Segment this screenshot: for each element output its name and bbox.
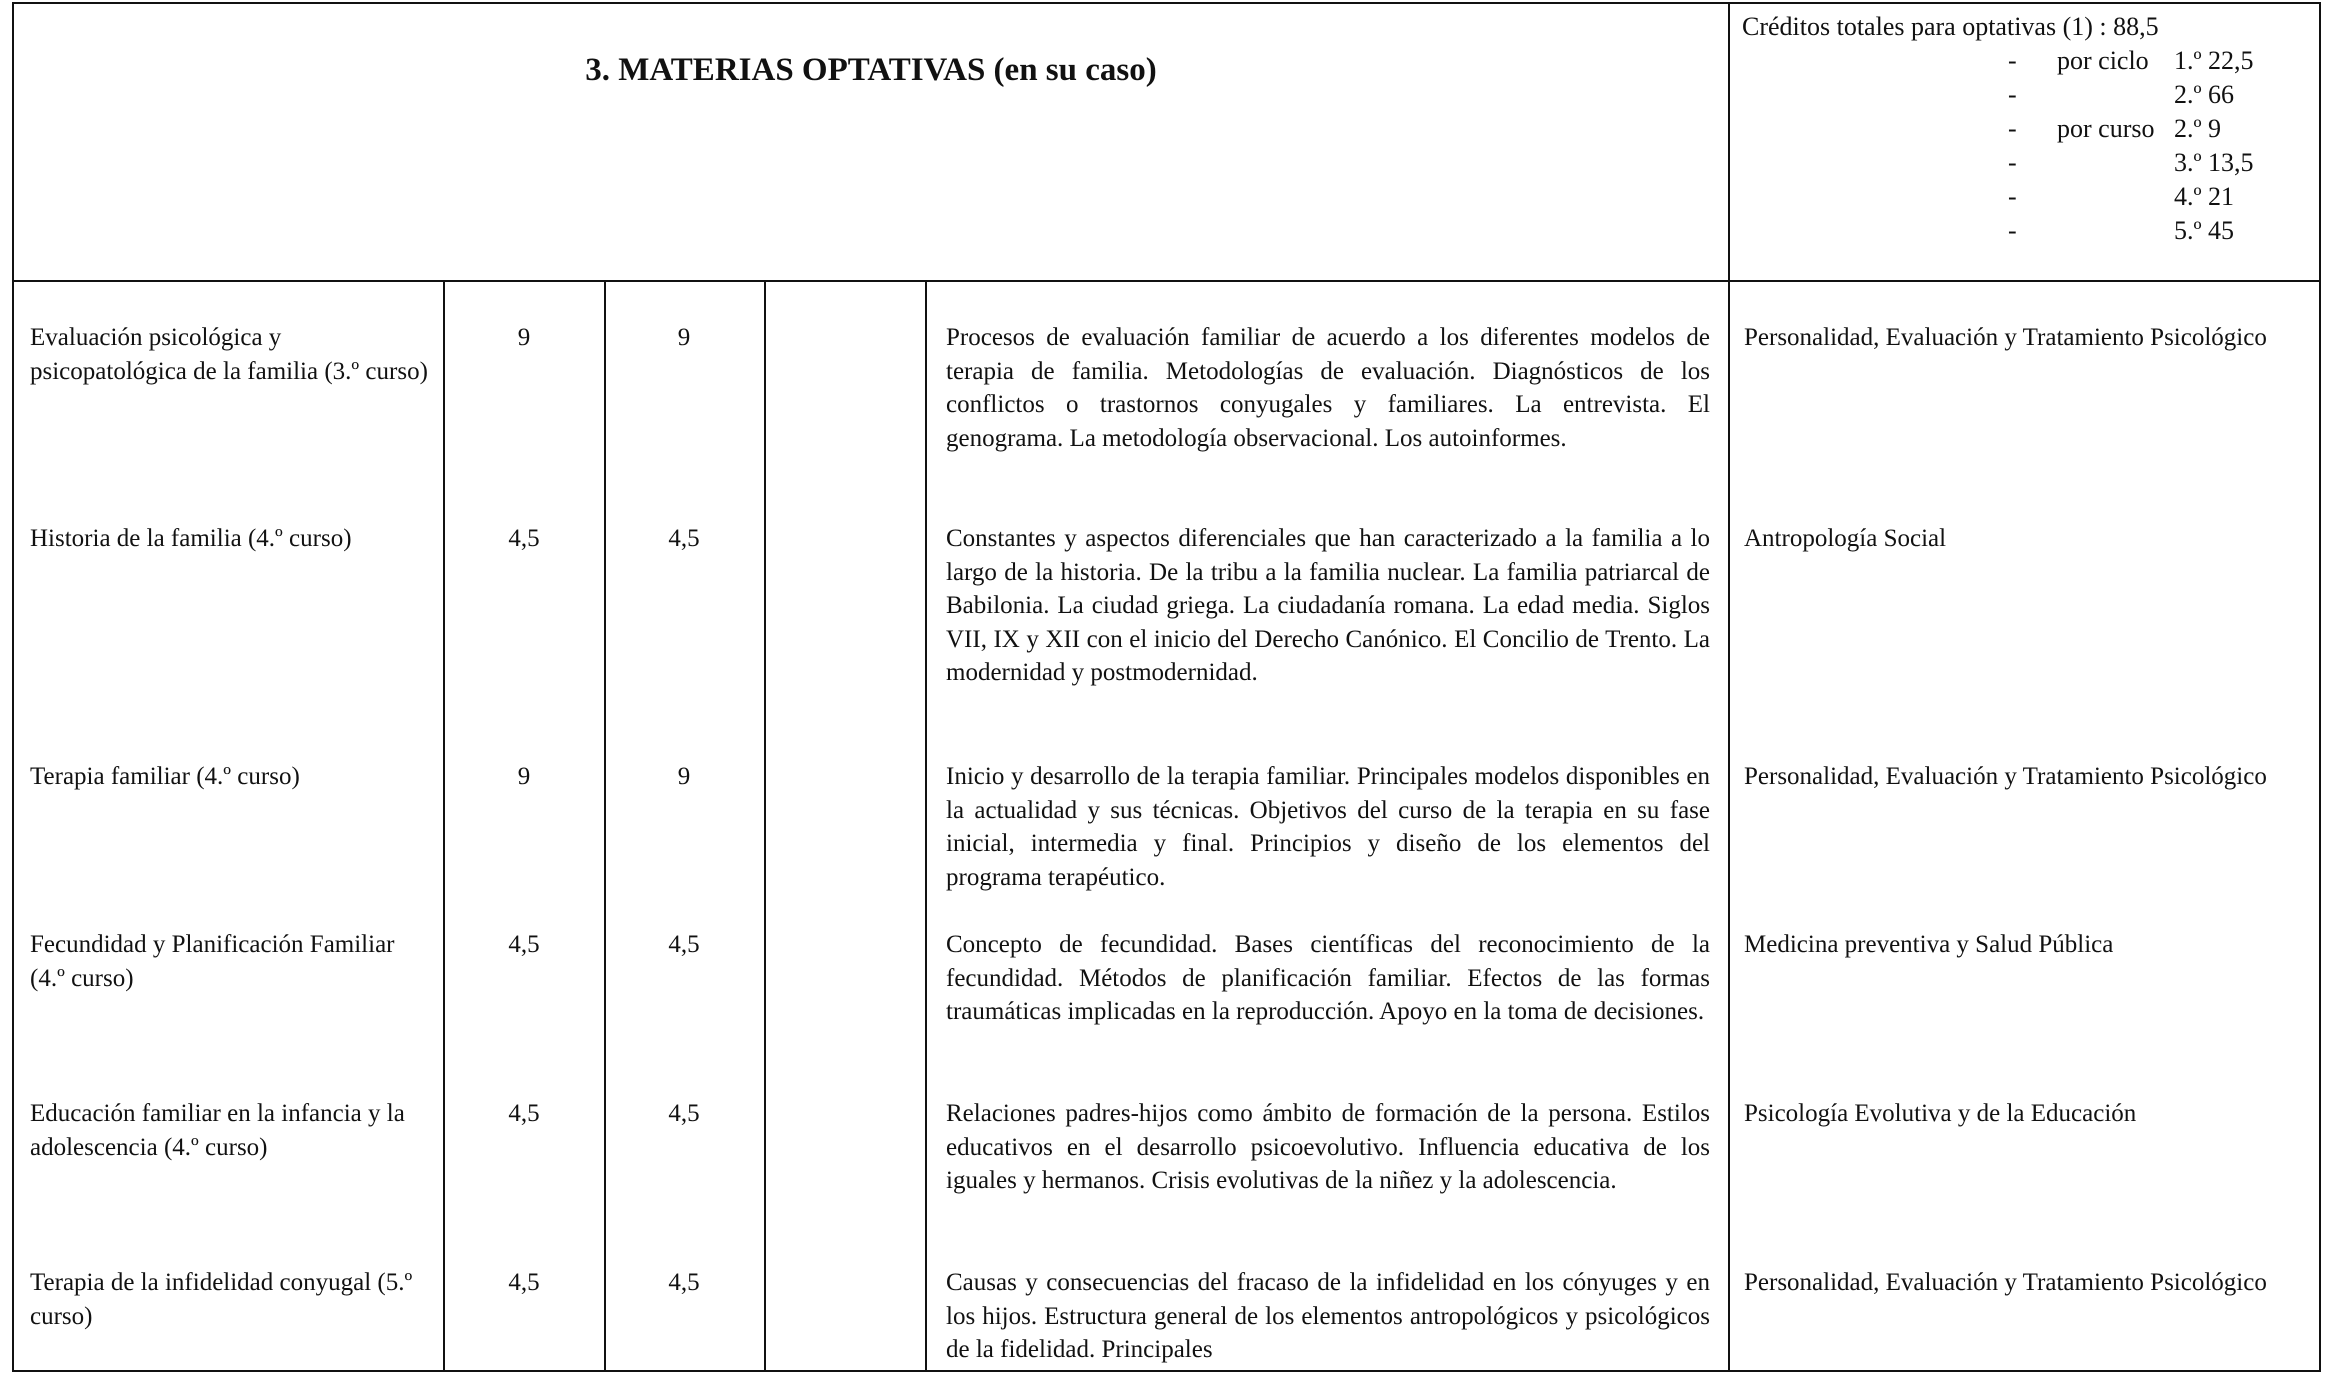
- credits-dash: -: [2008, 46, 2017, 75]
- subject-description: Relaciones padres-hijos como ámbito de formación de la persona. Estilos educativos en el desarrollo psicoevolutivo. Influencia educativa de los iguales y hermanos. Crisis evolutivas de la niñez y la adolescencia.: [946, 1100, 1710, 1194]
- credits-dash: -: [2008, 80, 2017, 109]
- credits-col-2: 9: [677, 763, 691, 790]
- credits-dash: -: [2008, 216, 2017, 245]
- knowledge-area: Personalidad, Evaluación y Tratamiento Psicológico: [1744, 1269, 2267, 1296]
- knowledge-area: Medicina preventiva y Salud Pública: [1744, 931, 2114, 958]
- credits-col-2: 4,5: [668, 931, 700, 958]
- credits-col-1: 4,5: [508, 525, 540, 552]
- curso-2-value: 2.º 9: [2174, 114, 2222, 143]
- credits-col-1: 9: [517, 324, 531, 351]
- subject-description: Constantes y aspectos diferenciales que han caracterizado a la familia a lo largo de la historia. De la tribu a la familia nuclear. La familia patriarcal de Babilonia. La ciudad griega. La ciudadanía romana. La edad media. Siglos VII, IX y XII con el inicio del Derecho Canónico. El Concilio de Trento. La modernidad y postmodernidad.: [946, 525, 1710, 686]
- credits-col-2: 4,5: [668, 1100, 700, 1127]
- credits-box: [1728, 4, 2321, 280]
- column-divider: [764, 280, 766, 1370]
- subject-description: Concepto de fecundidad. Bases científicas del reconocimiento de la fecundidad. Métodos de planificación familiar. Efectos de las formas traumáticas implicadas en la reproducción. Apoyo en la toma de decisiones.: [946, 931, 1710, 1025]
- credits-dash: -: [2008, 114, 2017, 143]
- knowledge-area: Psicología Evolutiva y de la Educación: [1744, 1100, 2137, 1127]
- table-header: [14, 4, 2319, 282]
- column-divider: [925, 280, 927, 1370]
- curso-5-value: 5.º 45: [2174, 216, 2235, 245]
- column-divider: [1728, 280, 1730, 1370]
- credits-total: Créditos totales para optativas (1) : 88,5: [1742, 12, 2159, 41]
- credits-col-2: 4,5: [668, 1269, 700, 1296]
- subject-name: Terapia de la infidelidad conyugal (5.º curso): [30, 1269, 413, 1330]
- section-title: 3. MATERIAS OPTATIVAS (en su caso): [585, 52, 1157, 88]
- knowledge-area: Antropología Social: [1744, 525, 1947, 552]
- curso-3-value: 3.º 13,5: [2174, 148, 2254, 177]
- por-ciclo-label: por ciclo: [2057, 46, 2149, 75]
- subject-name: Historia de la familia (4.º curso): [30, 525, 352, 552]
- subject-name: Terapia familiar (4.º curso): [30, 763, 300, 790]
- credits-col-2: 9: [677, 324, 691, 351]
- subject-name: Educación familiar en la infancia y la adolescencia (4.º curso): [30, 1100, 405, 1161]
- ciclo-2-value: 2.º 66: [2174, 80, 2235, 109]
- credits-col-1: 4,5: [508, 1100, 540, 1127]
- document-page: [12, 2, 2321, 1372]
- subject-description: Inicio y desarrollo de la terapia familiar. Principales modelos disponibles en la actualidad y sus técnicas. Objetivos del curso de la terapia en su fase inicial, intermedia y final. Principios y diseño de los elementos del programa terapéutico.: [946, 763, 1710, 891]
- credits-col-1: 9: [517, 763, 531, 790]
- subject-description: Causas y consecuencias del fracaso de la infidelidad en los cónyuges y en los hijos. Estructura general de los elementos antropológicos y psicológicos de la fidelidad. Principales: [946, 1269, 1710, 1363]
- column-divider: [604, 280, 606, 1370]
- column-divider: [443, 280, 445, 1370]
- knowledge-area: Personalidad, Evaluación y Tratamiento Psicológico: [1744, 763, 2267, 790]
- credits-col-2: 4,5: [668, 525, 700, 552]
- subject-name: Evaluación psicológica y psicopatológica de la familia (3.º curso): [30, 324, 428, 385]
- credits-col-1: 4,5: [508, 1269, 540, 1296]
- curso-4-value: 4.º 21: [2174, 182, 2235, 211]
- por-curso-label: por curso: [2057, 114, 2155, 143]
- knowledge-area: Personalidad, Evaluación y Tratamiento Psicológico: [1744, 324, 2267, 351]
- credits-col-1: 4,5: [508, 931, 540, 958]
- subject-name: Fecundidad y Planificación Familiar (4.º curso): [30, 931, 395, 992]
- ciclo-1-value: 1.º 22,5: [2174, 46, 2254, 75]
- subject-description: Procesos de evaluación familiar de acuerdo a los diferentes modelos de terapia de familia. Metodologías de evaluación. Diagnósticos de los conflictos o trastornos conyugales y familiares. La entrevista. El genograma. La metodología observacional. Los autoinformes.: [946, 324, 1710, 452]
- credits-dash: -: [2008, 148, 2017, 177]
- credits-dash: -: [2008, 182, 2017, 211]
